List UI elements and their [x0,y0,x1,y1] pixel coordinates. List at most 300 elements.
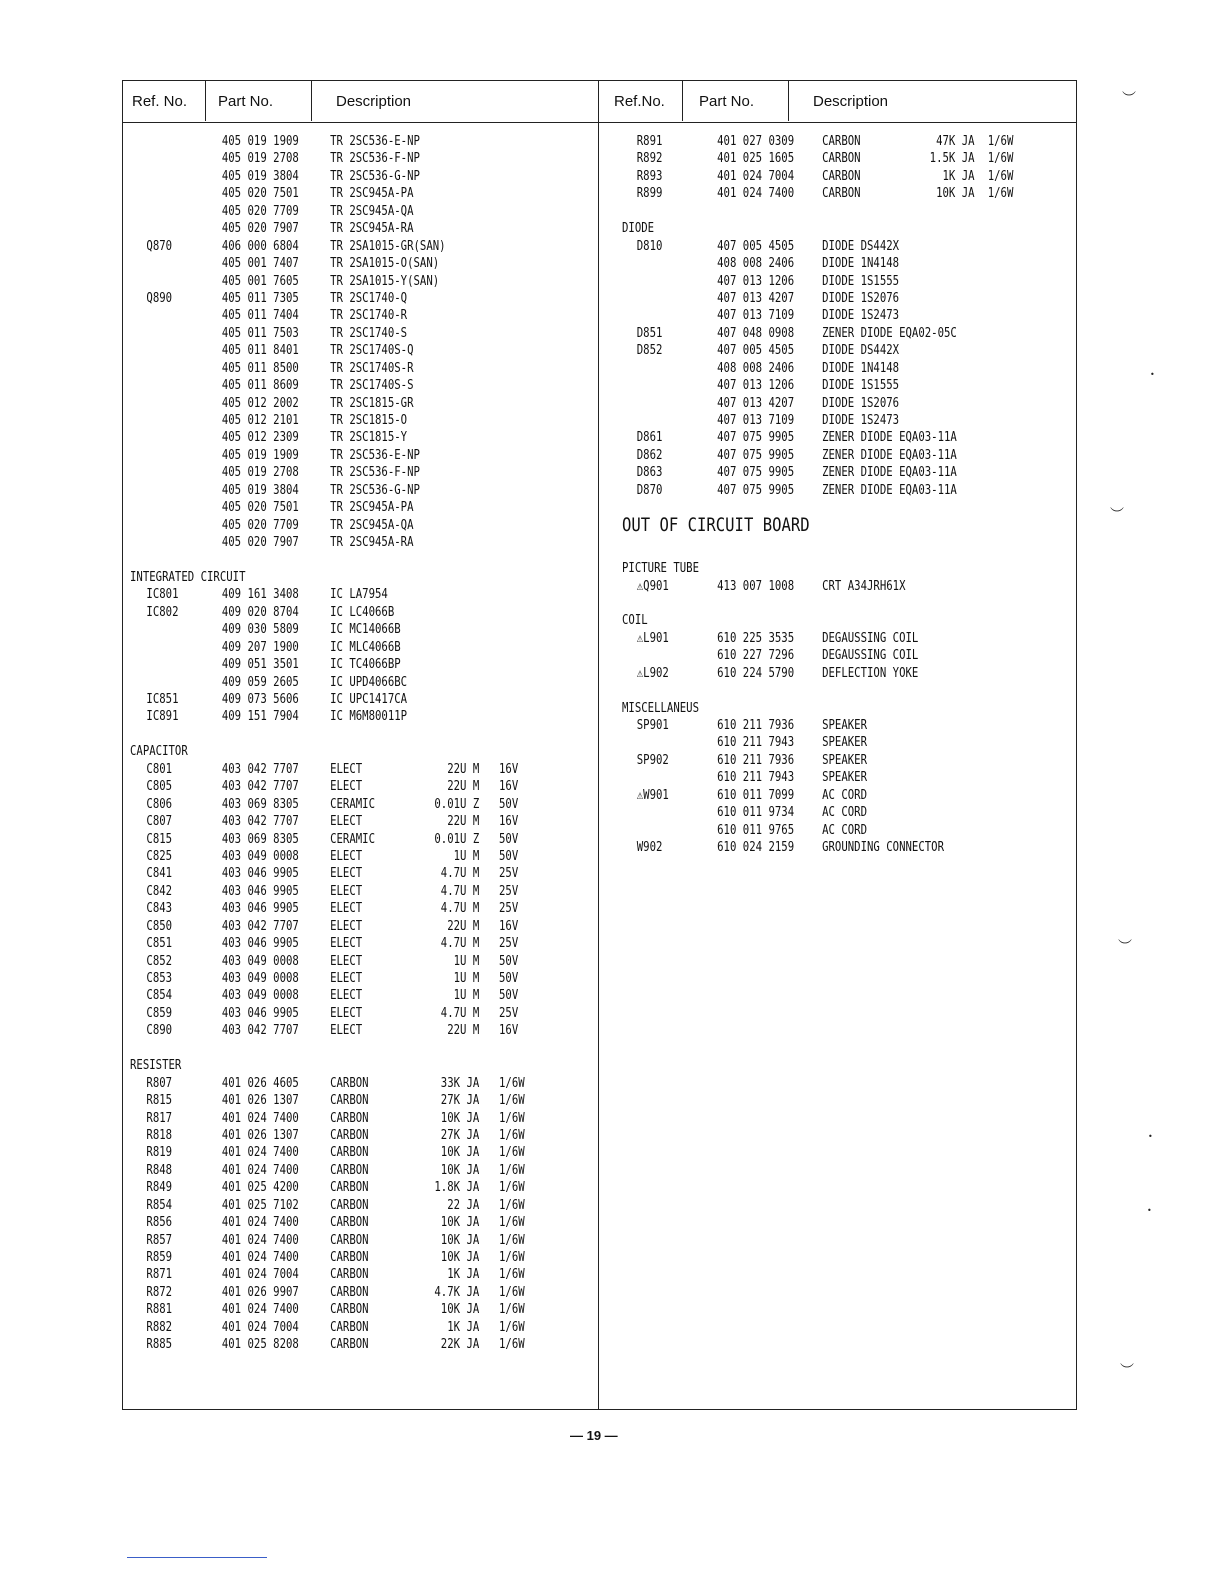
part-no: 401 025 7102 [221,1197,299,1213]
part-no: 405 020 7907 [221,535,299,551]
scan-mark: ︶ [1118,939,1132,955]
ref-no: R871 [146,1267,173,1283]
part-no: 409 051 3501 [221,657,299,673]
value: 22U M [447,1023,480,1039]
rating: 1/6W [987,134,1014,149]
part-no: 408 008 2406 [717,256,795,272]
part-no: 403 046 9905 [221,936,299,952]
ref-no: C815 [146,831,173,847]
ref-no: IC891 [146,709,179,725]
rating: 50V [499,971,519,986]
description: TR 2SA1015-Y(SAN) [330,273,440,289]
description: TR 2SC1740S-R [330,360,414,376]
part-no: 610 011 9734 [717,805,795,821]
ref-no: D852 [636,343,663,359]
description: CERAMIC [330,831,376,847]
description: TR 2SC945A-QA [330,203,414,219]
value: 1U M [453,988,480,1004]
ref-no: R818 [146,1127,173,1143]
ref-no: R899 [636,186,663,202]
ref-no: C852 [146,953,173,969]
rating: 1/6W [499,1075,525,1091]
part-no: 403 046 9905 [221,866,299,882]
rating: 25V [499,883,519,899]
part-no: 403 042 7707 [221,918,299,934]
rating: 16V [499,1023,519,1039]
ref-no: C843 [146,901,173,917]
value: 1U M [453,953,480,969]
header-divider [682,80,683,121]
description: ZENER DIODE EQA03-11A [822,430,957,446]
part-no: 405 019 1909 [221,447,299,463]
part-no: 401 024 7400 [717,186,795,202]
description: CERAMIC [330,796,376,812]
description: CARBON [822,186,861,202]
value: 4.7U M [440,1005,480,1021]
value: 22K JA [440,1337,480,1353]
part-no: 401 024 7400 [221,1145,299,1161]
ref-no: C801 [146,761,173,777]
rating: 25V [499,936,519,952]
part-no: 409 059 2605 [221,674,299,690]
description: TR 2SC536-F-NP [330,151,420,167]
description: ELECT [330,883,363,899]
rating: 1/6W [499,1319,525,1335]
part-no: 401 024 7400 [221,1250,299,1265]
description: TR 2SC536-E-NP [330,134,420,149]
scan-mark: ︶ [1122,91,1136,107]
section-label: COIL [622,613,648,629]
description: CARBON [330,1267,369,1283]
description: CRT A34JRH61X [822,578,906,594]
description: CARBON [330,1215,369,1231]
part-no: 401 026 1307 [221,1127,299,1143]
description: TR 2SA1015-O(SAN) [330,256,440,272]
ref-no: C853 [146,971,173,986]
right-table-header [599,80,1077,123]
value: 10K JA [936,186,975,202]
value: 27K JA [440,1127,480,1143]
value: 10K JA [440,1250,480,1265]
value: 4.7K JA [434,1284,480,1300]
rating: 1/6W [499,1145,525,1161]
section-label: MISCELLANEUS [622,700,700,716]
rating: 25V [499,866,519,882]
ref-no: R854 [146,1197,173,1213]
part-no: 405 020 7709 [221,203,299,219]
description: ELECT [330,988,363,1004]
ref-no: R807 [146,1075,173,1091]
part-no: 401 026 1307 [221,1093,299,1109]
rating: 1/6W [499,1250,525,1265]
ref-no: R849 [146,1180,173,1196]
value: 1K JA [942,168,975,184]
rating: 1/6W [499,1267,525,1283]
description: TR 2SC1740S-S [330,378,414,394]
ref-no: IC851 [146,692,179,707]
part-no: 407 075 9905 [717,430,795,446]
part-no: 401 026 4605 [221,1075,299,1091]
value: 10K JA [440,1232,480,1248]
ref-no: Q870 [146,238,173,254]
description: DIODE 1N4148 [822,360,900,376]
description: IC MC14066B [330,622,401,638]
description: ELECT [330,1023,363,1039]
description: SPEAKER [822,718,868,733]
ref-no: R859 [146,1250,173,1265]
scan-dot: • [1150,370,1155,379]
ref-no: R885 [146,1337,173,1353]
value: 10K JA [440,1162,480,1178]
ref-no: R891 [636,134,663,149]
description: ELECT [330,953,363,969]
part-no: 405 019 3804 [221,482,299,498]
ref-no: R893 [636,168,663,184]
part-no: 405 011 7404 [221,308,299,324]
ref-no: R881 [146,1302,173,1318]
description: TR 2SC1740-Q [330,290,408,306]
rating: 1/6W [987,151,1014,167]
part-no: 407 075 9905 [717,465,795,481]
description: IC M6M80011P [330,709,408,725]
description: TR 2SC945A-RA [330,535,414,551]
part-no: 403 042 7707 [221,761,299,777]
description: TR 2SC536-E-NP [330,447,420,463]
part-no: 405 020 7709 [221,517,299,533]
part-no: 610 225 3535 [717,630,795,646]
description: DIODE 1S2076 [822,395,900,411]
description: TR 2SC536-G-NP [330,482,420,498]
ref-no: R815 [146,1093,173,1109]
description: TR 2SC1815-O [330,413,408,428]
description: TR 2SC1740-S [330,325,408,341]
description: DEGAUSSING COIL [822,630,919,646]
header-description: Description [336,92,412,110]
part-no: 406 000 6804 [221,238,299,254]
value: 1K JA [447,1319,480,1335]
description: ELECT [330,761,363,777]
description: SPEAKER [822,735,868,751]
column-divider [598,80,599,1410]
part-no: 407 048 0908 [717,325,795,341]
scan-dot: • [1147,1206,1152,1215]
description: CARBON [330,1075,369,1091]
description: ELECT [330,814,363,830]
description: CARBON [330,1162,369,1178]
header-divider [788,80,789,121]
ref-no: C851 [146,936,173,952]
ref-no: C841 [146,866,173,882]
rating: 1/6W [499,1232,525,1248]
rating: 1/6W [987,168,1014,184]
description: DIODE 1N4148 [822,256,900,272]
part-no: 409 151 7904 [221,709,299,725]
description: TR 2SC945A-PA [330,500,414,516]
description: DIODE 1S1555 [822,273,900,289]
description: TR 2SC536-G-NP [330,168,420,184]
description: TR 2SC1815-Y [330,430,408,446]
description: ZENER DIODE EQA02-05C [822,325,957,341]
rating: 1/6W [499,1284,525,1300]
part-no: 401 025 1605 [717,151,795,167]
value: 0.01U Z [434,796,480,812]
part-no: 610 011 7099 [717,787,795,803]
part-no: 405 011 8401 [221,343,299,359]
ref-no: IC802 [146,604,179,620]
part-no: 407 013 4207 [717,290,795,306]
description: CARBON [330,1145,369,1161]
ref-no: R856 [146,1215,173,1231]
description: CARBON [330,1180,369,1196]
part-no: 610 211 7943 [717,735,795,751]
description: IC LA7954 [330,587,388,603]
section-label: PICTURE TUBE [622,561,700,577]
ref-no: IC801 [146,587,179,603]
description: GROUNDING CONNECTOR [822,840,945,856]
header-ref-no: Ref. No. [132,92,188,110]
description: CARBON [822,168,861,184]
ref-no: ⚠W901 [636,787,669,803]
ref-no: R857 [146,1232,173,1248]
value: 4.7U M [440,936,480,952]
part-no: 610 224 5790 [717,665,795,681]
description: DIODE DS442X [822,238,900,254]
ref-no: R872 [146,1284,173,1300]
description: ZENER DIODE EQA03-11A [822,465,957,481]
rating: 50V [499,796,519,812]
part-no: 409 207 1900 [221,639,299,655]
rating: 1/6W [499,1197,525,1213]
part-no: 405 019 2708 [221,465,299,481]
scan-mark: ︶ [1110,507,1124,523]
ref-no: C850 [146,918,173,934]
part-no: 408 008 2406 [717,360,795,376]
description: IC UPD4066BC [330,674,408,690]
description: CARBON [822,134,861,149]
part-no: 407 075 9905 [717,482,795,498]
value: 10K JA [440,1302,480,1318]
part-no: 409 020 8704 [221,604,299,620]
value: 10K JA [440,1110,480,1126]
part-no: 610 211 7936 [717,752,795,768]
big-section-title: OUT OF CIRCUIT BOARD [622,513,810,536]
ref-no: R892 [636,151,663,167]
rating: 1/6W [499,1110,525,1126]
part-no: 403 049 0008 [221,848,299,864]
part-no: 407 013 1206 [717,273,795,289]
part-no: 405 019 3804 [221,168,299,184]
value: 1U M [453,971,480,986]
value: 22U M [447,814,480,830]
value: 1K JA [447,1267,480,1283]
rating: 1/6W [499,1215,525,1231]
value: 1U M [453,848,480,864]
part-no: 403 069 8305 [221,831,299,847]
description: CARBON [330,1319,369,1335]
part-no: 405 011 8609 [221,378,299,394]
ref-no: Q890 [146,290,173,306]
value: 22U M [447,761,480,777]
description: DIODE 1S2473 [822,308,900,324]
description: SPEAKER [822,770,868,786]
ref-no: ⚠L902 [636,665,669,681]
rating: 16V [499,918,519,934]
rating: 25V [499,901,519,917]
ref-no: C807 [146,814,173,830]
part-no: 401 025 4200 [221,1180,299,1196]
description: CARBON [330,1302,369,1318]
description: TR 2SC1740-R [330,308,408,324]
ref-no: W902 [636,840,663,856]
value: 0.01U Z [434,831,480,847]
header-part-no: Part No. [218,92,274,110]
part-no: 403 046 9905 [221,883,299,899]
part-no: 407 005 4505 [717,238,795,254]
section-label: RESISTER [130,1058,182,1074]
description: ELECT [330,1005,363,1021]
part-no: 401 024 7400 [221,1302,299,1318]
description: CARBON [822,151,861,167]
part-no: 405 001 7605 [221,273,299,289]
part-no: 405 020 7501 [221,500,299,516]
part-no: 401 024 7004 [221,1319,299,1335]
rating: 50V [499,848,519,864]
part-no: 610 211 7936 [717,718,795,733]
ref-no: C854 [146,988,173,1004]
description: TR 2SA1015-GR(SAN) [330,238,446,254]
ref-no: D861 [636,430,663,446]
value: 22U M [447,779,480,795]
description: DEFLECTION YOKE [822,665,919,681]
part-no: 405 019 2708 [221,151,299,167]
description: IC MLC4066B [330,639,401,655]
description: AC CORD [822,822,868,838]
part-no: 401 024 7400 [221,1215,299,1231]
description: CARBON [330,1093,369,1109]
rating: 16V [499,814,519,830]
ref-no: SP902 [636,752,669,768]
value: 1.8K JA [434,1180,480,1196]
ref-no: C805 [146,779,173,795]
scan-dot: • [1148,1132,1153,1141]
page-number: — 19 — [570,1428,618,1443]
part-no: 610 024 2159 [717,840,795,856]
header-part-no: Part No. [699,92,755,110]
part-no: 403 049 0008 [221,988,299,1004]
description: IC TC4066BP [330,657,401,673]
part-no: 405 020 7501 [221,186,299,202]
part-no: 405 011 7305 [221,290,299,306]
part-no: 405 012 2002 [221,395,299,411]
value: 4.7U M [440,866,480,882]
part-no: 403 046 9905 [221,901,299,917]
ref-no: D863 [636,465,663,481]
description: ELECT [330,901,363,917]
description: IC LC4066B [330,604,395,620]
ref-no: D862 [636,447,663,463]
ref-no: R819 [146,1145,173,1161]
header-description: Description [813,92,889,110]
section-label: DIODE [622,221,655,237]
part-no: 405 011 8500 [221,360,299,376]
part-no: 407 013 1206 [717,378,795,394]
part-no: 403 049 0008 [221,953,299,969]
part-no: 413 007 1008 [717,578,795,594]
footer-rule [127,1557,267,1558]
description: ELECT [330,848,363,864]
ref-no: ⚠L901 [636,630,669,646]
part-no: 403 046 9905 [221,1005,299,1021]
header-divider [311,80,312,121]
ref-no: C859 [146,1005,173,1021]
description: ELECT [330,779,363,795]
header-ref-no: Ref.No. [614,92,665,110]
part-no: 401 024 7004 [221,1267,299,1283]
description: ZENER DIODE EQA03-11A [822,447,957,463]
description: TR 2SC945A-QA [330,517,414,533]
ref-no: C842 [146,883,173,899]
description: AC CORD [822,805,868,821]
part-no: 401 024 7400 [221,1110,299,1126]
part-no: 610 227 7296 [717,648,795,664]
part-no: 401 024 7004 [717,168,795,184]
rating: 1/6W [499,1302,525,1318]
ref-no: R848 [146,1162,173,1178]
value: 10K JA [440,1145,480,1161]
value: 47K JA [936,134,975,149]
rating: 1/6W [499,1093,525,1109]
part-no: 401 024 7400 [221,1162,299,1178]
value: 22U M [447,918,480,934]
part-no: 403 042 7707 [221,779,299,795]
ref-no: R817 [146,1110,173,1126]
part-no: 409 161 3408 [221,587,299,603]
part-no: 409 073 5606 [221,692,299,707]
part-no: 401 025 8208 [221,1337,299,1353]
ref-no: ⚠Q901 [636,578,669,594]
rating: 25V [499,1005,519,1021]
description: TR 2SC945A-PA [330,186,414,202]
description: IC UPC1417CA [330,692,408,707]
description: ELECT [330,866,363,882]
description: CARBON [330,1110,369,1126]
ref-no: C890 [146,1023,173,1039]
description: DIODE 1S1555 [822,378,900,394]
part-no: 409 030 5809 [221,622,299,638]
part-no: 401 024 7400 [221,1232,299,1248]
part-no: 403 042 7707 [221,814,299,830]
header-divider [205,80,206,121]
description: SPEAKER [822,752,868,768]
part-no: 401 026 9907 [221,1284,299,1300]
rating: 1/6W [499,1127,525,1143]
rating: 50V [499,988,519,1004]
description: DEGAUSSING COIL [822,648,919,664]
part-no: 407 013 4207 [717,395,795,411]
rating: 1/6W [499,1162,525,1178]
ref-no: SP901 [636,718,669,733]
rating: 50V [499,831,519,847]
description: ELECT [330,936,363,952]
description: ELECT [330,971,363,986]
description: CARBON [330,1197,369,1213]
ref-no: D810 [636,238,663,254]
value: 22 JA [447,1197,480,1213]
part-no: 407 013 7109 [717,308,795,324]
description: CARBON [330,1337,369,1353]
rating: 16V [499,779,519,795]
value: 27K JA [440,1093,480,1109]
